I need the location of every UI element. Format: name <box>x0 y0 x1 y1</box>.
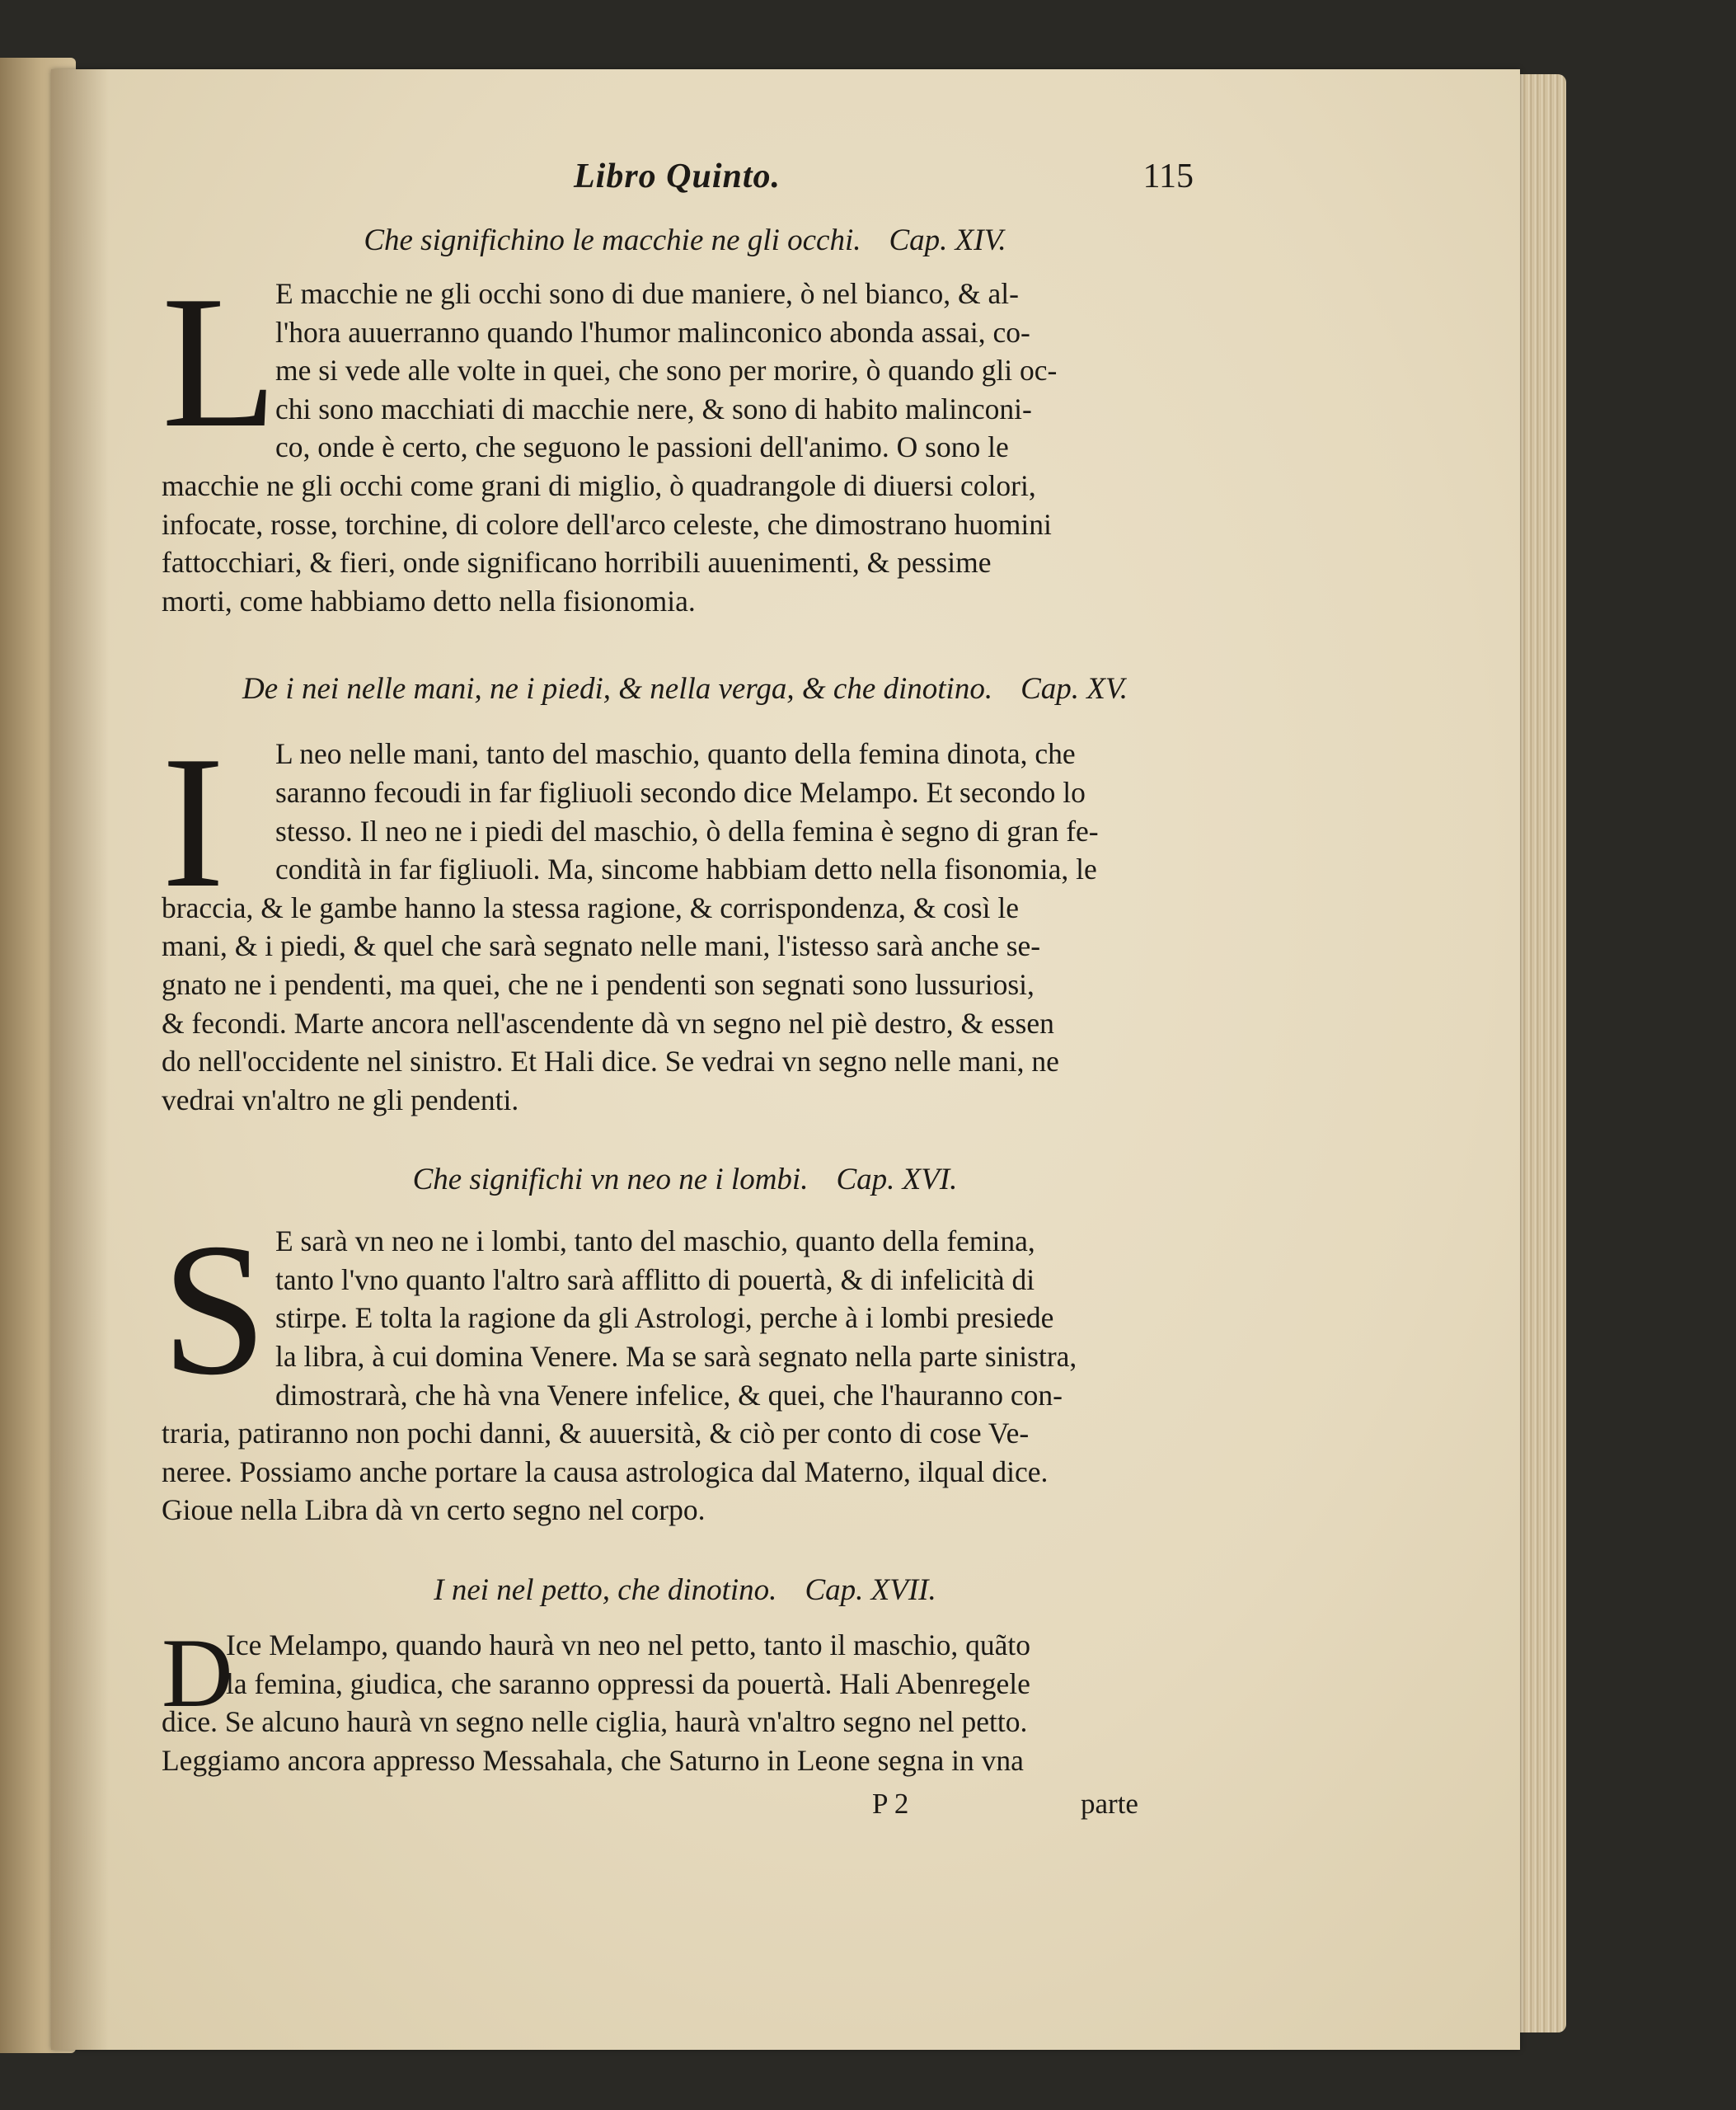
chapter-paragraph <box>162 1618 1208 1779</box>
text-line: do nell'occidente nel sinistro. Et Hali dice. Se vedrai vn segno nelle mani, ne <box>162 1045 1059 1078</box>
drop-cap: I <box>162 717 225 928</box>
chapter-14 <box>162 223 1208 620</box>
chapter-heading <box>162 671 1208 707</box>
text-line: fattocchiari, & fieri, onde significano horribili auuenimenti, & pessime <box>162 546 992 580</box>
text-line: traria, patiranno non pochi danni, & auuersità, & ciò per conto di cose Ve- <box>162 1417 1030 1450</box>
text-line: Gioue nella Libra dà vn certo segno nel corpo. <box>162 1493 706 1527</box>
text-line: E macchie ne gli occhi sono di due maniere, ò nel bianco, & al- <box>275 277 1019 310</box>
text-line: E sarà vn neo ne i lombi, tanto del maschio, quanto della femina, <box>275 1224 1035 1258</box>
running-head <box>162 157 1208 223</box>
signature-mark: P 2 <box>872 1788 909 1821</box>
chapter-paragraph <box>162 1204 1208 1530</box>
text-line: dimostrarà, che hà vna Venere infelice, & quei, che l'hauranno con- <box>275 1378 1063 1412</box>
chapter-heading <box>162 223 1208 258</box>
page-content <box>162 157 1208 1829</box>
chapter-17 <box>162 1572 1208 1779</box>
text-line: la femina, giudica, che saranno oppressi da pouertà. Hali Abenregele <box>226 1666 1030 1700</box>
text-line: gnato ne i pendenti, ma quei, che ne i pendenti son segnati sono lussuriosi, <box>162 967 1035 1001</box>
chapter-number: Cap. XVI. <box>836 1163 958 1197</box>
chapter-title: De i nei nelle mani, ne i piedi, & nella verga, & che dinotino. <box>242 672 993 707</box>
running-title: Libro Quinto. <box>574 157 781 195</box>
text-line: chi sono macchiati di macchie nere, & sono di habito malinconi- <box>275 392 1032 425</box>
chapter-paragraph <box>162 256 1208 620</box>
text-line: Leggiamo ancora appresso Messahala, che Saturno in Leone segna in vna <box>162 1743 1024 1777</box>
text-line: saranno fecoudi in far figliuoli secondo dice Melampo. Et secondo lo <box>275 775 1086 809</box>
text-line: l'hora auuerranno quando l'humor malinconico abonda assai, co- <box>275 315 1030 349</box>
text-line: co, onde è certo, che seguono le passioni dell'animo. O sono le <box>275 430 1009 464</box>
chapter-number: Cap. XIV. <box>889 223 1006 257</box>
chapter-title: Che significhino le macchie ne gli occhi. <box>364 223 861 257</box>
drop-cap: L <box>162 256 278 467</box>
chapter-number: Cap. XVII. <box>805 1573 936 1608</box>
text-line: mani, & i piedi, & quel che sarà segnato nelle mani, l'istesso sarà anche se- <box>162 929 1041 963</box>
text-line: & fecondi. Marte ancora nell'ascendente dà vn segno nel piè destro, & essen <box>162 1006 1054 1040</box>
text-line: neree. Possiamo anche portare la causa astrologica dal Materno, ilqual dice. <box>162 1454 1049 1488</box>
text-line: Ice Melampo, quando haurà vn neo nel petto, tanto il maschio, quãto <box>226 1628 1030 1662</box>
text-line: la libra, à cui domina Venere. Ma se sarà segnato nella parte sinistra, <box>275 1340 1077 1374</box>
chapter-title: Che significhi vn neo ne i lombi. <box>412 1163 809 1197</box>
text-line: vedrai vn'altro ne gli pendenti. <box>162 1083 519 1116</box>
text-line: infocate, rosse, torchine, di colore dell'arco celeste, che dimostrano huomini <box>162 507 1052 541</box>
text-line: tanto l'vno quanto l'altro sarà afflitto di pouertà, & di infelicità di <box>275 1262 1035 1296</box>
chapter-heading <box>162 1572 1208 1608</box>
text-line: macchie ne gli occhi come grani di miglio, ò quadrangole di diuersi colori, <box>162 468 1036 502</box>
catchword: parte <box>1081 1788 1138 1821</box>
text-line: braccia, & le gambe hanno la stessa ragione, & corrispondenza, & così le <box>162 891 1019 924</box>
text-line: condità in far figliuoli. Ma, sincome habbiam detto nella fisonomia, le <box>275 853 1097 886</box>
chapter-paragraph <box>162 717 1208 1119</box>
page-footer <box>162 1788 1208 1829</box>
chapter-16 <box>162 1162 1208 1530</box>
chapter-number: Cap. XV. <box>1020 672 1128 707</box>
page-gutter-shadow <box>51 69 109 2050</box>
text-line: dice. Se alcuno haurà vn segno nelle ciglia, haurà vn'altro segno nel petto. <box>162 1705 1028 1739</box>
folio-number: 115 <box>1142 157 1194 195</box>
text-line: me si vede alle volte in quei, che sono per morire, ò quando gli oc- <box>275 354 1058 388</box>
text-line: stirpe. E tolta la ragione da gli Astrologi, perche à i lombi presiede <box>275 1301 1054 1335</box>
chapter-15 <box>162 671 1208 1119</box>
text-line: stesso. Il neo ne i piedi del maschio, ò della femina è segno di gran fe- <box>275 814 1099 848</box>
drop-cap: S <box>162 1204 267 1415</box>
chapter-title: I nei nel petto, che dinotino. <box>434 1573 777 1608</box>
drop-cap: D <box>162 1618 233 1728</box>
chapter-heading <box>162 1162 1208 1197</box>
text-line: morti, come habbiamo detto nella fisionomia. <box>162 584 696 618</box>
text-line: L neo nelle mani, tanto del maschio, quanto della femina dinota, che <box>275 737 1076 771</box>
